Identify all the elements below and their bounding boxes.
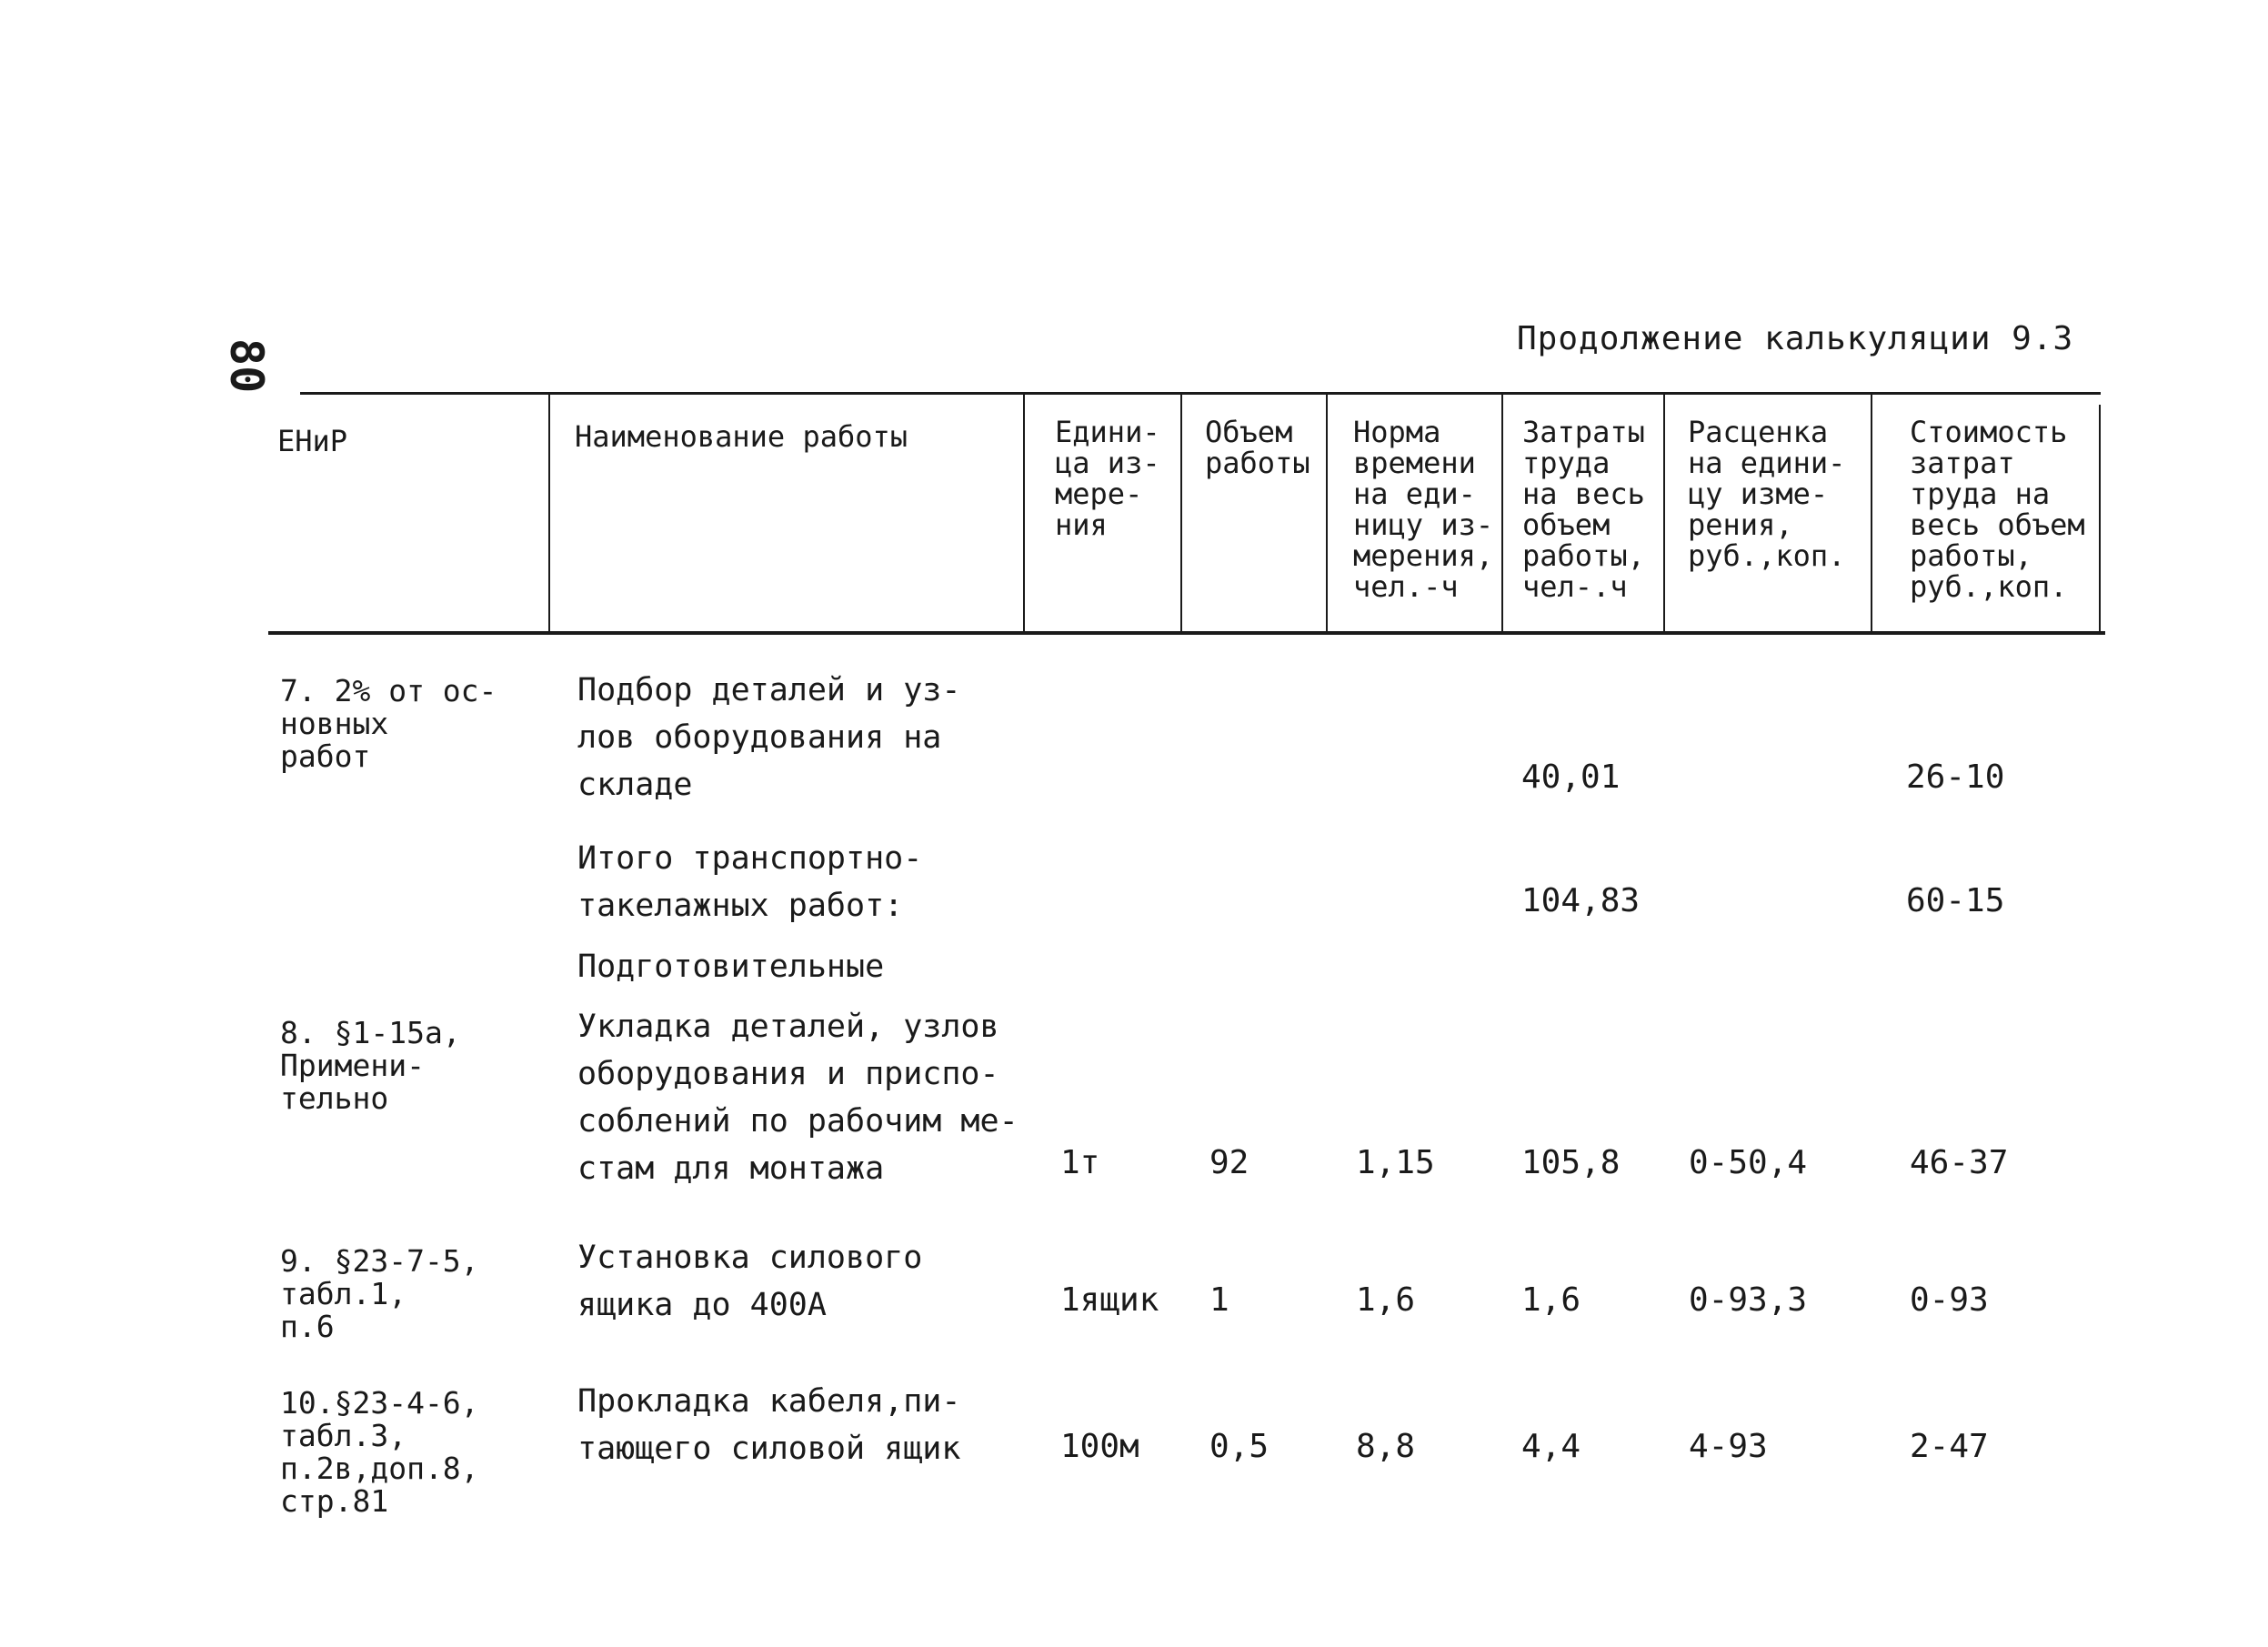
header-volume: Объем работы xyxy=(1205,415,1310,480)
header-bottom-rule xyxy=(268,631,2105,635)
enir-reference: 8. §1-15а, Примени- тельно xyxy=(280,1015,461,1116)
header-enir: ЕНиР xyxy=(277,424,348,458)
unit: 100м xyxy=(1060,1428,1139,1465)
continuation-title: Продолжение калькуляции 9.3 xyxy=(1517,320,2074,357)
header-labor-total: Затраты труда на весь объем работы, чел-.ч xyxy=(1522,415,1645,604)
labor-total: 105,8 xyxy=(1521,1144,1621,1181)
labor-total: 104,83 xyxy=(1521,882,1641,919)
labor-total: 4,4 xyxy=(1521,1428,1581,1465)
column-divider xyxy=(1871,392,1872,633)
time-norm: 8,8 xyxy=(1356,1428,1416,1465)
header-top-rule xyxy=(300,392,2101,395)
cost-total: 60-15 xyxy=(1906,882,2005,919)
time-norm: 1,6 xyxy=(1356,1281,1416,1319)
enir-reference: 9. §23-7-5, табл.1, п.6 xyxy=(280,1243,479,1344)
work-name: Прокладка кабеля,пи- тающего силовой ящик xyxy=(577,1383,961,1467)
column-divider xyxy=(1326,392,1328,633)
header-cost-total: Стоимость затрат труда на весь объем работы, руб.,коп. xyxy=(1910,415,2085,604)
header-unit: Едини- ца из- мере- ния xyxy=(1055,415,1160,542)
enir-reference: 7. 2% от ос- новных работ xyxy=(280,673,497,774)
rate: 4-93 xyxy=(1689,1428,1768,1465)
cost-total: 46-37 xyxy=(1910,1144,2009,1181)
volume: 1 xyxy=(1209,1281,1229,1319)
column-divider xyxy=(1023,392,1025,633)
column-divider xyxy=(1501,392,1503,633)
time-norm: 1,15 xyxy=(1356,1144,1435,1181)
header-rate: Расценка на едини- цу изме- рения, руб.,коп. xyxy=(1688,415,1846,573)
header-time-norm: Норма времени на еди- ницу из- мерения, чел.-ч xyxy=(1353,415,1494,604)
page-number: 80 xyxy=(220,338,273,394)
cost-total: 2-47 xyxy=(1910,1428,1989,1465)
work-name: Установка силового ящика до 400А xyxy=(577,1240,923,1323)
cost-total: 26-10 xyxy=(1906,758,2005,796)
column-divider xyxy=(1180,392,1182,633)
rate: 0-93,3 xyxy=(1689,1281,1808,1319)
unit: 1ящик xyxy=(1060,1281,1159,1319)
enir-reference: 10.§23-4-6, табл.3, п.2в,доп.8, стр.81 xyxy=(280,1385,479,1519)
header-work-name: Наименование работы xyxy=(575,419,908,454)
total-label: Итого транспортно- такелажных работ: xyxy=(577,840,923,924)
section-heading: Подготовительные xyxy=(577,949,885,985)
volume: 92 xyxy=(1209,1144,1249,1181)
cost-total: 0-93 xyxy=(1910,1281,1989,1319)
column-divider xyxy=(1663,392,1665,633)
volume: 0,5 xyxy=(1209,1428,1269,1465)
work-name: Укладка деталей, узлов оборудования и приспо- соблений по рабочим ме- стам для монтажа xyxy=(577,1009,1019,1187)
column-divider xyxy=(2099,405,2101,633)
column-divider xyxy=(548,392,550,633)
unit: 1т xyxy=(1060,1144,1100,1181)
labor-total: 40,01 xyxy=(1521,758,1621,796)
work-name: Подбор деталей и уз- лов оборудования на складе xyxy=(577,672,961,803)
rate: 0-50,4 xyxy=(1689,1144,1808,1181)
labor-total: 1,6 xyxy=(1521,1281,1581,1319)
